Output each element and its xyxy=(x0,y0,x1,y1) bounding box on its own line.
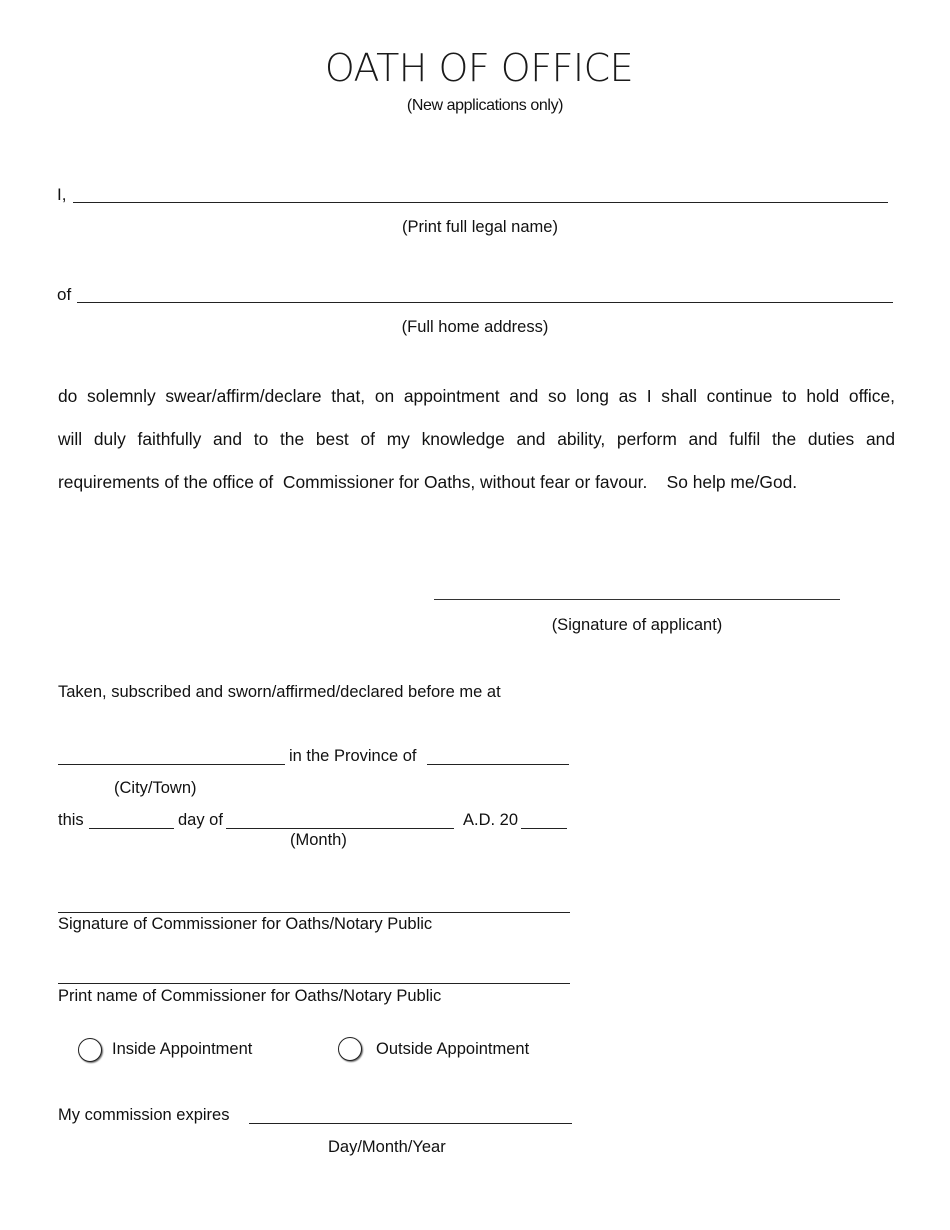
commission-expires-label: My commission expires xyxy=(58,1106,230,1124)
outside-appointment-label[interactable]: Outside Appointment xyxy=(376,1040,530,1058)
inside-appointment-label[interactable]: Inside Appointment xyxy=(112,1040,253,1058)
applicant-signature-field[interactable] xyxy=(434,599,840,600)
oath-line: requirements of the office of Commissioner for Oaths, without fear or favour. So help me/God. xyxy=(58,472,798,492)
commissioner-name-field[interactable] xyxy=(58,983,570,984)
day-field[interactable] xyxy=(89,828,174,829)
month-field[interactable] xyxy=(226,828,454,829)
commission-expiry-field[interactable] xyxy=(249,1123,572,1124)
city-town-caption: (City/Town) xyxy=(114,779,197,797)
jurat-intro: Taken, subscribed and sworn/affirmed/declared before me at xyxy=(58,683,501,701)
commissioner-signature-caption: Signature of Commissioner for Oaths/Notary Public xyxy=(58,915,433,933)
home-address-field[interactable] xyxy=(77,302,893,303)
province-field[interactable] xyxy=(427,764,569,765)
legal-name-field[interactable] xyxy=(73,202,888,203)
oath-line: will duly faithfully and to the best of my knowledge and ability, perform and fulfil the duties and xyxy=(58,429,895,449)
city-town-field[interactable] xyxy=(58,764,285,765)
ad-label: A.D. 20 xyxy=(463,811,519,829)
year-field[interactable] xyxy=(521,828,567,829)
outside-appointment-radio[interactable] xyxy=(338,1037,362,1061)
address-prefix: of xyxy=(57,285,72,304)
legal-name-caption: (Print full legal name) xyxy=(402,218,558,236)
name-prefix: I, xyxy=(57,185,67,204)
province-label: in the Province of xyxy=(289,747,417,765)
inside-appointment-radio[interactable] xyxy=(78,1038,102,1062)
oath-line: do solemnly swear/affirm/declare that, on appointment and so long as I shall continue to hold office, xyxy=(58,386,895,406)
month-caption: (Month) xyxy=(290,831,347,849)
commissioner-name-caption: Print name of Commissioner for Oaths/Notary Public xyxy=(58,987,442,1005)
commissioner-signature-field[interactable] xyxy=(58,912,570,913)
home-address-caption: (Full home address) xyxy=(401,318,549,336)
page-subtitle: (New applications only) xyxy=(406,97,564,114)
oath-paragraph xyxy=(58,375,895,504)
applicant-signature-caption: (Signature of applicant) xyxy=(551,616,723,634)
this-label: this xyxy=(58,811,84,829)
day-of-label: day of xyxy=(178,811,223,829)
page-title: OATH OF OFFICE xyxy=(324,46,634,90)
expiry-date-caption: Day/Month/Year xyxy=(328,1138,446,1156)
